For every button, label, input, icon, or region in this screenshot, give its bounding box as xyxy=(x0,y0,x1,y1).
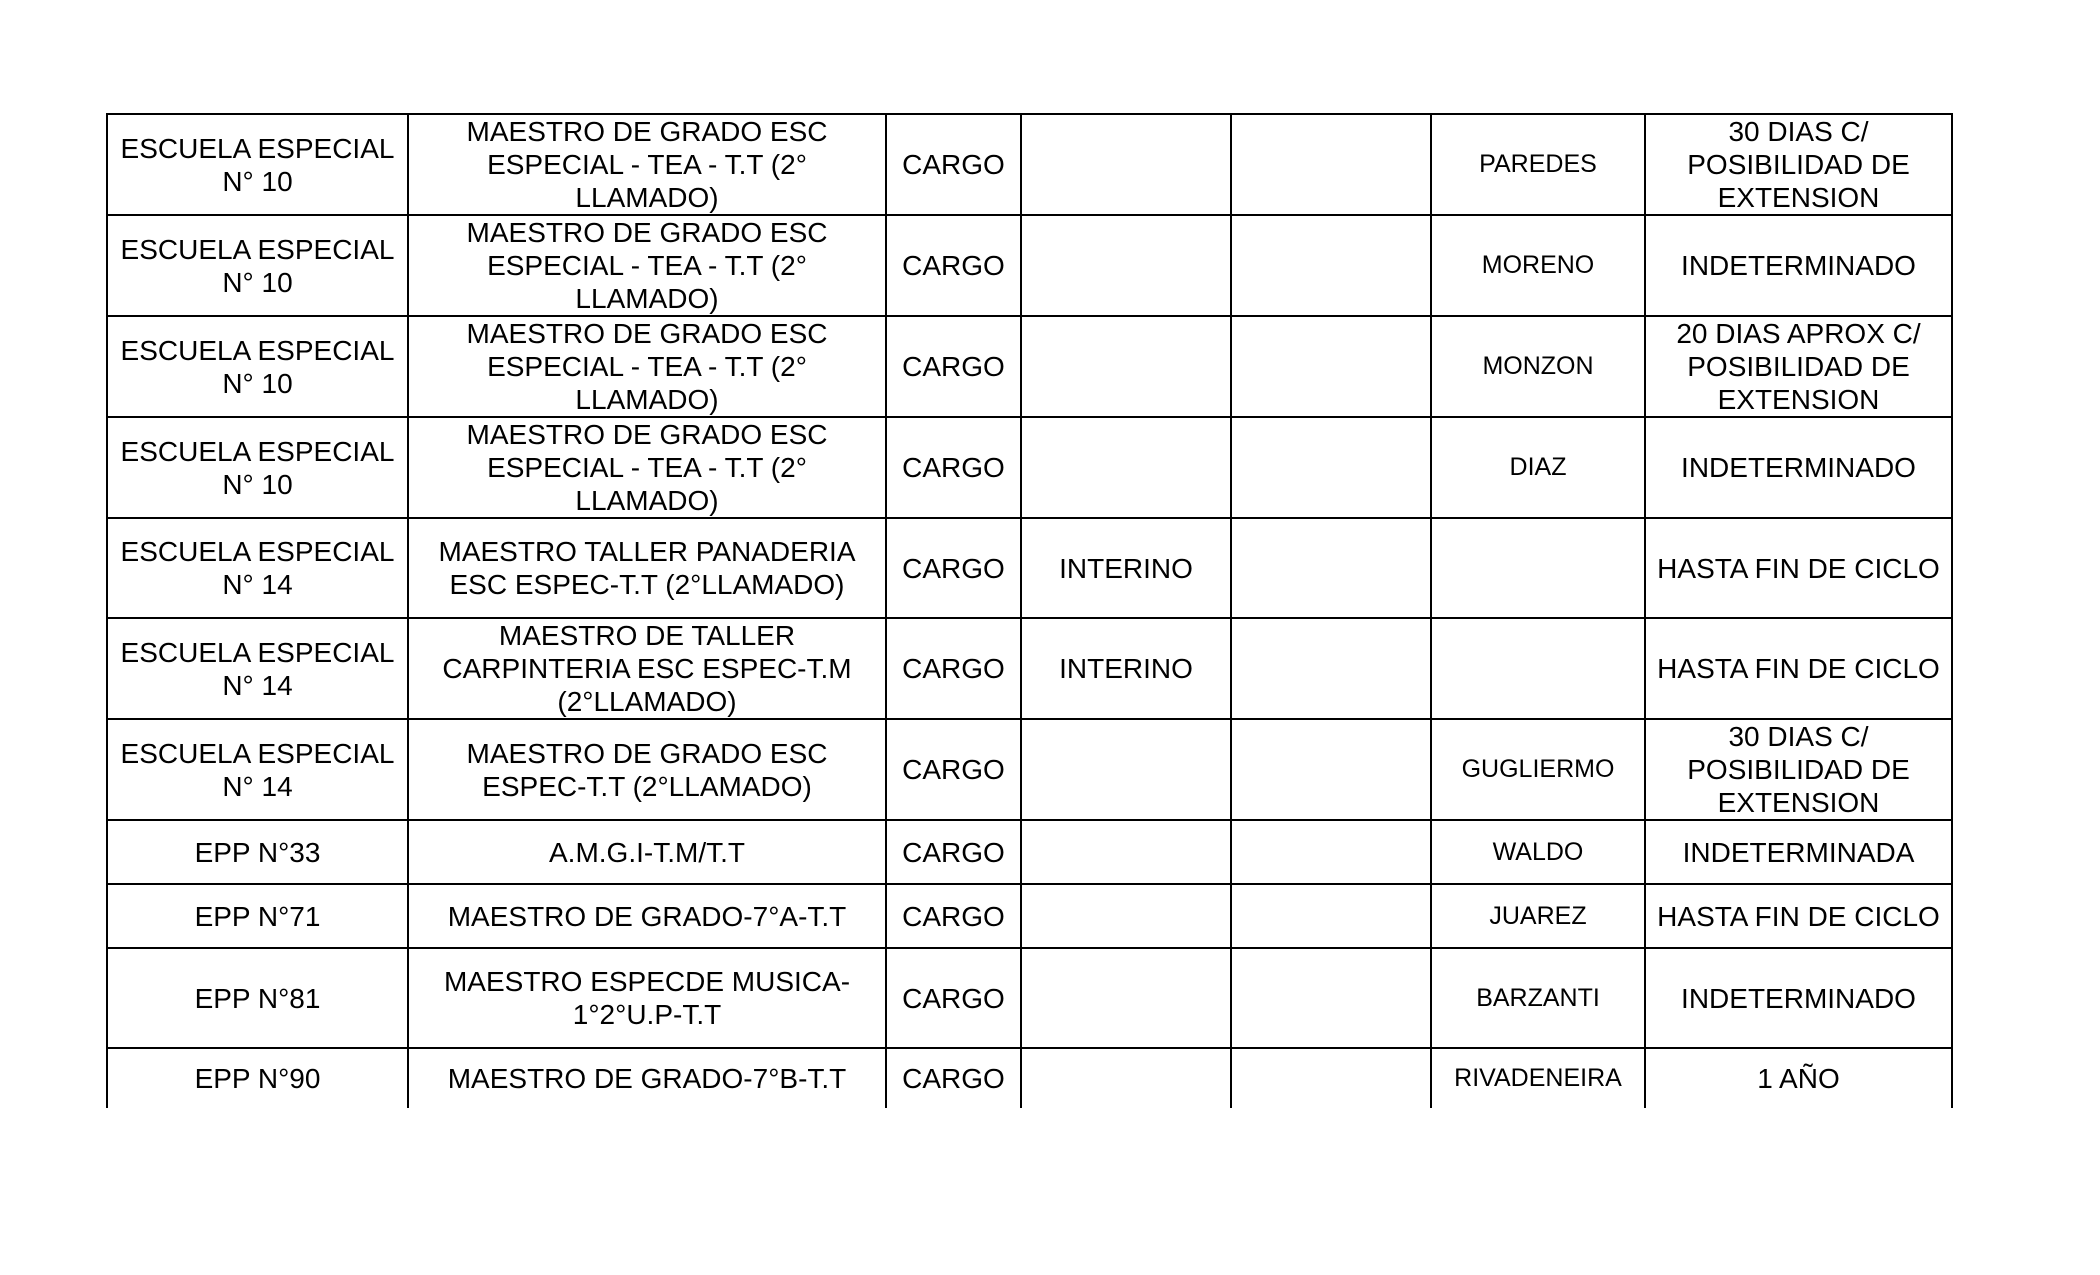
replaces-cell: WALDO xyxy=(1431,820,1645,884)
type-cell: CARGO xyxy=(886,884,1021,948)
empty-cell xyxy=(1231,114,1431,215)
table-row xyxy=(107,618,1952,719)
status-cell xyxy=(1021,948,1231,1048)
position-cell: A.M.G.I-T.M/T.T xyxy=(408,820,886,884)
empty-cell xyxy=(1231,948,1431,1048)
position-cell: MAESTRO DE GRADO ESC ESPECIAL - TEA - T.T (2° LLAMADO) xyxy=(408,215,886,316)
empty-cell xyxy=(1231,1048,1431,1108)
status-cell xyxy=(1021,215,1231,316)
duration-cell: 30 DIAS C/ POSIBILIDAD DE EXTENSION xyxy=(1645,719,1952,820)
school-cell: ESCUELA ESPECIAL N° 14 xyxy=(107,518,408,618)
replaces-cell: DIAZ xyxy=(1431,417,1645,518)
position-cell: MAESTRO DE GRADO-7°B-T.T xyxy=(408,1048,886,1108)
replaces-cell: GUGLIERMO xyxy=(1431,719,1645,820)
status-cell: INTERINO xyxy=(1021,618,1231,719)
type-cell: CARGO xyxy=(886,1048,1021,1108)
status-cell xyxy=(1021,719,1231,820)
replaces-cell xyxy=(1431,518,1645,618)
table-row xyxy=(107,114,1952,215)
duration-cell: INDETERMINADO xyxy=(1645,417,1952,518)
replaces-cell: JUAREZ xyxy=(1431,884,1645,948)
empty-cell xyxy=(1231,316,1431,417)
duration-cell: INDETERMINADA xyxy=(1645,820,1952,884)
school-cell: EPP N°90 xyxy=(107,1048,408,1108)
table-row xyxy=(107,215,1952,316)
replaces-cell: PAREDES xyxy=(1431,114,1645,215)
school-cell: ESCUELA ESPECIAL N° 14 xyxy=(107,618,408,719)
position-cell: MAESTRO TALLER PANADERIA ESC ESPEC-T.T (2°LLAMADO) xyxy=(408,518,886,618)
school-cell: EPP N°33 xyxy=(107,820,408,884)
type-cell: CARGO xyxy=(886,518,1021,618)
empty-cell xyxy=(1231,618,1431,719)
school-cell: ESCUELA ESPECIAL N° 14 xyxy=(107,719,408,820)
school-cell: ESCUELA ESPECIAL N° 10 xyxy=(107,114,408,215)
type-cell: CARGO xyxy=(886,820,1021,884)
replaces-cell: MORENO xyxy=(1431,215,1645,316)
status-cell xyxy=(1021,316,1231,417)
position-cell: MAESTRO DE GRADO ESC ESPECIAL - TEA - T.T (2° LLAMADO) xyxy=(408,417,886,518)
school-cell: EPP N°71 xyxy=(107,884,408,948)
position-cell: MAESTRO ESPECDE MUSICA-1°2°U.P-T.T xyxy=(408,948,886,1048)
status-cell xyxy=(1021,820,1231,884)
empty-cell xyxy=(1231,884,1431,948)
status-cell xyxy=(1021,884,1231,948)
status-cell xyxy=(1021,417,1231,518)
vacancies-table-body xyxy=(107,114,1952,1108)
type-cell: CARGO xyxy=(886,618,1021,719)
empty-cell xyxy=(1231,820,1431,884)
type-cell: CARGO xyxy=(886,948,1021,1048)
position-cell: MAESTRO DE GRADO-7°A-T.T xyxy=(408,884,886,948)
school-cell: ESCUELA ESPECIAL N° 10 xyxy=(107,417,408,518)
empty-cell xyxy=(1231,417,1431,518)
replaces-cell: RIVADENEIRA xyxy=(1431,1048,1645,1108)
duration-cell: 30 DIAS C/ POSIBILIDAD DE EXTENSION xyxy=(1645,114,1952,215)
type-cell: CARGO xyxy=(886,215,1021,316)
duration-cell: HASTA FIN DE CICLO xyxy=(1645,884,1952,948)
vacancies-table xyxy=(106,113,1953,1108)
empty-cell xyxy=(1231,719,1431,820)
table-row xyxy=(107,518,1952,618)
position-cell: MAESTRO DE GRADO ESC ESPEC-T.T (2°LLAMADO) xyxy=(408,719,886,820)
school-cell: EPP N°81 xyxy=(107,948,408,1048)
replaces-cell: MONZON xyxy=(1431,316,1645,417)
type-cell: CARGO xyxy=(886,417,1021,518)
duration-cell: HASTA FIN DE CICLO xyxy=(1645,618,1952,719)
position-cell: MAESTRO DE GRADO ESC ESPECIAL - TEA - T.T (2° LLAMADO) xyxy=(408,114,886,215)
duration-cell: INDETERMINADO xyxy=(1645,215,1952,316)
table-row xyxy=(107,884,1952,948)
empty-cell xyxy=(1231,215,1431,316)
duration-cell: 20 DIAS APROX C/ POSIBILIDAD DE EXTENSION xyxy=(1645,316,1952,417)
status-cell xyxy=(1021,1048,1231,1108)
table-row xyxy=(107,719,1952,820)
position-cell: MAESTRO DE GRADO ESC ESPECIAL - TEA - T.T (2° LLAMADO) xyxy=(408,316,886,417)
status-cell: INTERINO xyxy=(1021,518,1231,618)
school-cell: ESCUELA ESPECIAL N° 10 xyxy=(107,316,408,417)
duration-cell: HASTA FIN DE CICLO xyxy=(1645,518,1952,618)
duration-cell: INDETERMINADO xyxy=(1645,948,1952,1048)
table-row xyxy=(107,820,1952,884)
table-row xyxy=(107,417,1952,518)
table-row xyxy=(107,316,1952,417)
school-cell: ESCUELA ESPECIAL N° 10 xyxy=(107,215,408,316)
type-cell: CARGO xyxy=(886,114,1021,215)
replaces-cell: BARZANTI xyxy=(1431,948,1645,1048)
duration-cell: 1 AÑO xyxy=(1645,1048,1952,1108)
replaces-cell xyxy=(1431,618,1645,719)
position-cell: MAESTRO DE TALLER CARPINTERIA ESC ESPEC-T.M (2°LLAMADO) xyxy=(408,618,886,719)
table-row xyxy=(107,948,1952,1048)
type-cell: CARGO xyxy=(886,719,1021,820)
status-cell xyxy=(1021,114,1231,215)
empty-cell xyxy=(1231,518,1431,618)
type-cell: CARGO xyxy=(886,316,1021,417)
table-row xyxy=(107,1048,1952,1108)
